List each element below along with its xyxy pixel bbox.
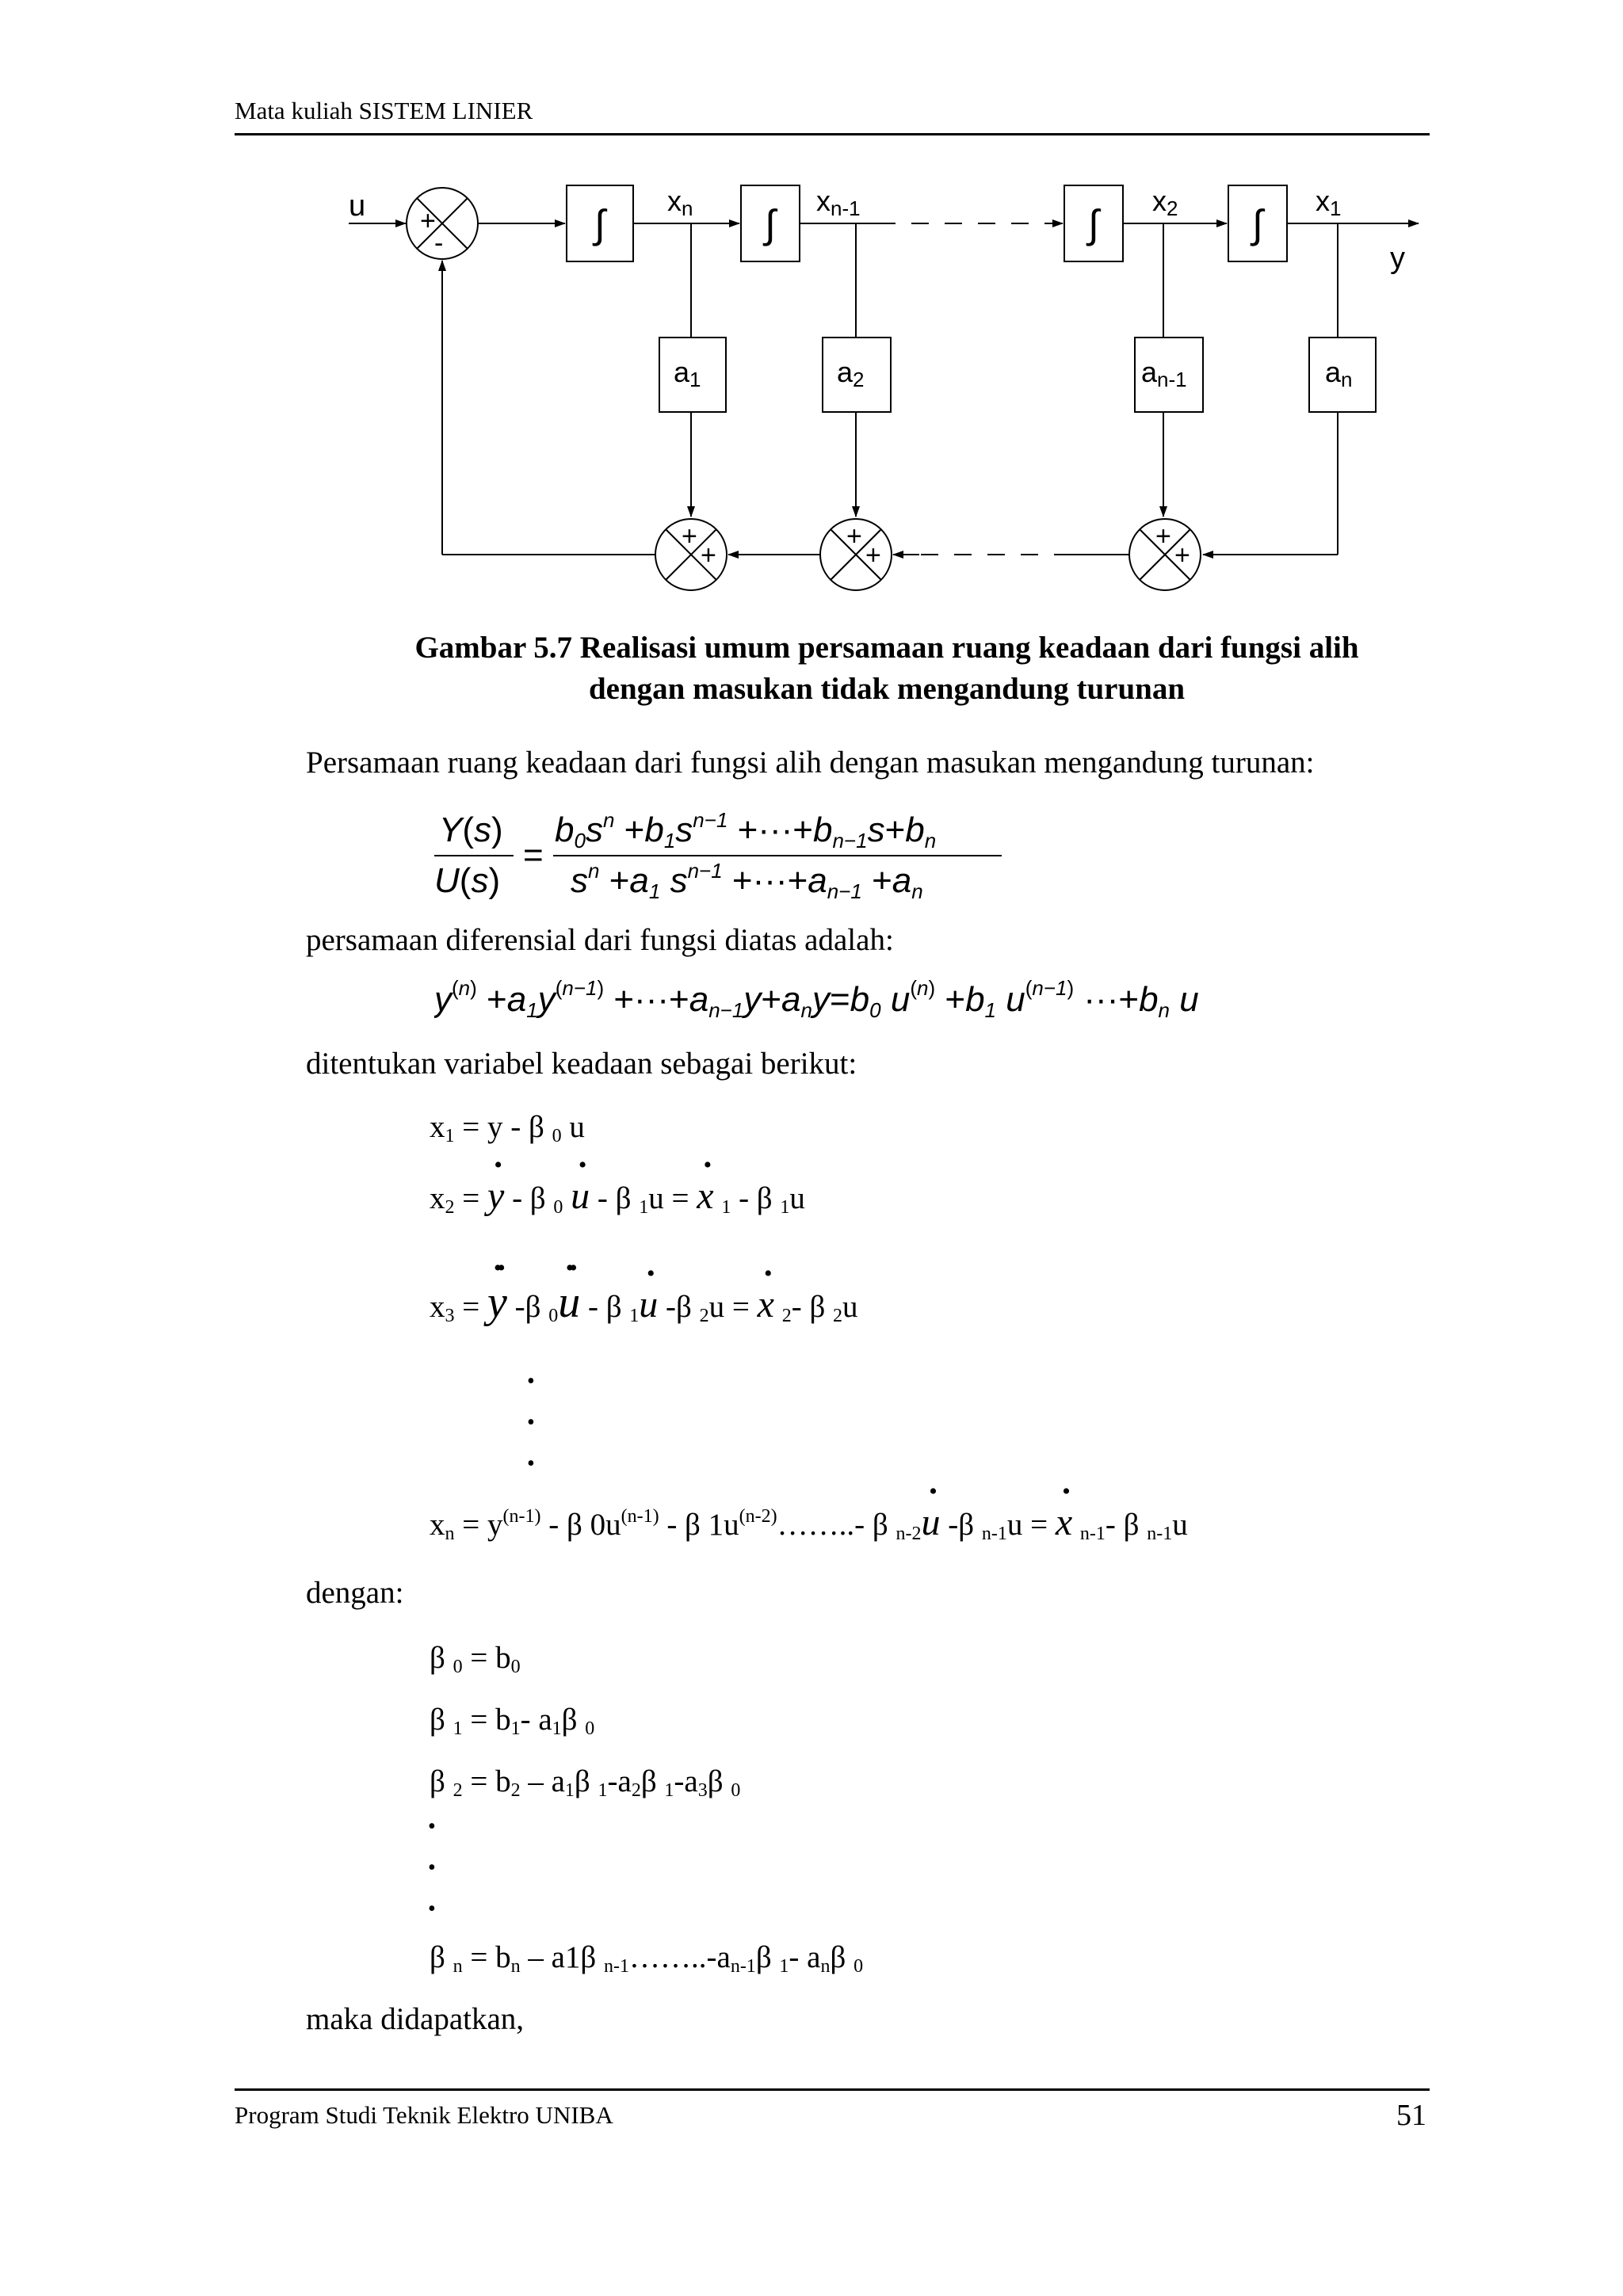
beta-eq-n: β $_n = b_n - a1\beta$ $_{n-1}\dots\dots..-a_{n-1}\beta$ $_1$- $a_n\beta$ $_0$ — [430, 1940, 864, 1977]
gain-label-a2: a2 — [837, 356, 865, 391]
integral-symbol: ∫ — [1088, 202, 1099, 246]
paragraph-intro: Persamaan ruang keadaan dari fungsi alih dengan masukan mengandung turunan: — [306, 746, 1315, 780]
state-label-x2: x2 — [1152, 185, 1178, 220]
beta-eq-2: β $_2 = b_2 - a_1\beta$ $_1-a_2\beta$ $_1-a_3\beta$ $_0$ — [430, 1764, 741, 1801]
paragraph-conclusion: maka didapatkan, — [306, 2002, 525, 2036]
svg-text:=: = — [523, 836, 544, 875]
plus-sign: + — [1155, 521, 1171, 551]
integral-symbol: ∫ — [1252, 202, 1263, 246]
plus-sign: + — [682, 521, 697, 551]
vertical-ellipsis-dot: • — [428, 1814, 436, 1839]
svg-text:U(s): U(s) — [434, 861, 501, 900]
plus-sign: + — [865, 540, 881, 570]
svg-text:Y(s): Y(s) — [439, 810, 503, 849]
vertical-ellipsis-dot: • — [527, 1451, 535, 1476]
vertical-ellipsis-dot: • — [428, 1855, 436, 1880]
caption-line-1: Gambar 5.7 Realisasi umum persamaan ruang keadaan dari fungsi alih — [414, 631, 1359, 665]
beta-eq-0: β $_0 = b_0$ — [430, 1641, 521, 1677]
caption-line-2: dengan masukan tidak mengandung turunan — [588, 672, 1186, 706]
paragraph-state-variables: ditentukan variabel keadaan sebagai berikut: — [306, 1047, 857, 1081]
output-label: y — [1390, 242, 1405, 275]
gain-label-an-1: an-1 — [1141, 356, 1187, 391]
plus-sign: + — [846, 521, 862, 551]
vertical-ellipsis-dot: • — [527, 1410, 535, 1435]
page-number: 51 — [1396, 2099, 1426, 2132]
transfer-function-equation — [434, 799, 1037, 907]
svg-text:y(n) +a1y(n−1) +···+an−1y+any=: y(n) +a1y(n−1) +···+an−1y+any=b0 u(n) +b1 u(n−1) ···+bn u — [434, 976, 1199, 1022]
vertical-ellipsis-dot: • — [428, 1897, 436, 1921]
integral-symbol: ∫ — [765, 202, 776, 246]
svg-text:b0sn +b1sn−1 +···+bn−1s+bn: $b0s^n +b1s^{n-1} +\cdot\cdot\cdot+bn-1s+bn$ — [555, 808, 937, 852]
block-diagram — [0, 0, 1623, 618]
footer-text: Program Studi Teknik Elektro UNIBA — [235, 2101, 613, 2129]
plus-sign: + — [701, 540, 716, 570]
state-eq-xn: $x_n = y^{(n-1)} - \beta$ $0u^{(n-1)}$ - β $1u^{(n-2)}\dots\dots..-$ β $_{n-2}$u • -β $_{n-1}$u = x • $_{n-1}$- β $_{n-1}$u — [430, 1478, 1188, 1544]
footer-rule — [235, 2088, 1430, 2091]
state-eq-x1: $x_1 = y - \beta$ $_0$ u — [430, 1110, 585, 1146]
gain-label-a1: a1 — [674, 356, 701, 391]
differential-equation — [434, 971, 1338, 1031]
gain-label-an: an — [1325, 356, 1353, 391]
vertical-ellipsis-dot: • — [527, 1369, 535, 1394]
paragraph-differential: persamaan diferensial dari fungsi diatas adalah: — [306, 923, 894, 957]
running-header: Mata kuliah SISTEM LINIER — [235, 97, 533, 124]
paragraph-dengan: dengan: — [306, 1576, 404, 1610]
sum-plus-sign: + — [420, 206, 436, 236]
plus-sign: + — [1174, 540, 1190, 570]
beta-eq-1: β $_1 = b_1-$ $a_1\beta$ $_0$ — [430, 1703, 595, 1739]
state-label-xn: xn — [667, 185, 693, 220]
integral-symbol: ∫ — [594, 202, 605, 246]
state-label-x1: x1 — [1316, 185, 1342, 220]
state-eq-x2: $x_2 = y$ • - β $_0$ u • - β $_1$u = x • $_1$ - β $_1$u — [430, 1152, 805, 1218]
state-eq-x3: $x_3 = y$ •• -β $_0$u •• - β $_1$u • -β $_2$u = x • $_2$- β $_2$u — [430, 1255, 858, 1327]
state-label-xn-1: xn-1 — [816, 185, 861, 220]
svg-text:sn +a1 sn−1 +···+an−1 +an: $s^n +a1$ $s^{n-1} +\cdot\cdot\cdot+an-1 +an$ — [571, 859, 923, 903]
figure-caption — [0, 627, 1623, 710]
input-label: u — [349, 189, 366, 223]
sum-minus-sign: - — [434, 228, 444, 258]
